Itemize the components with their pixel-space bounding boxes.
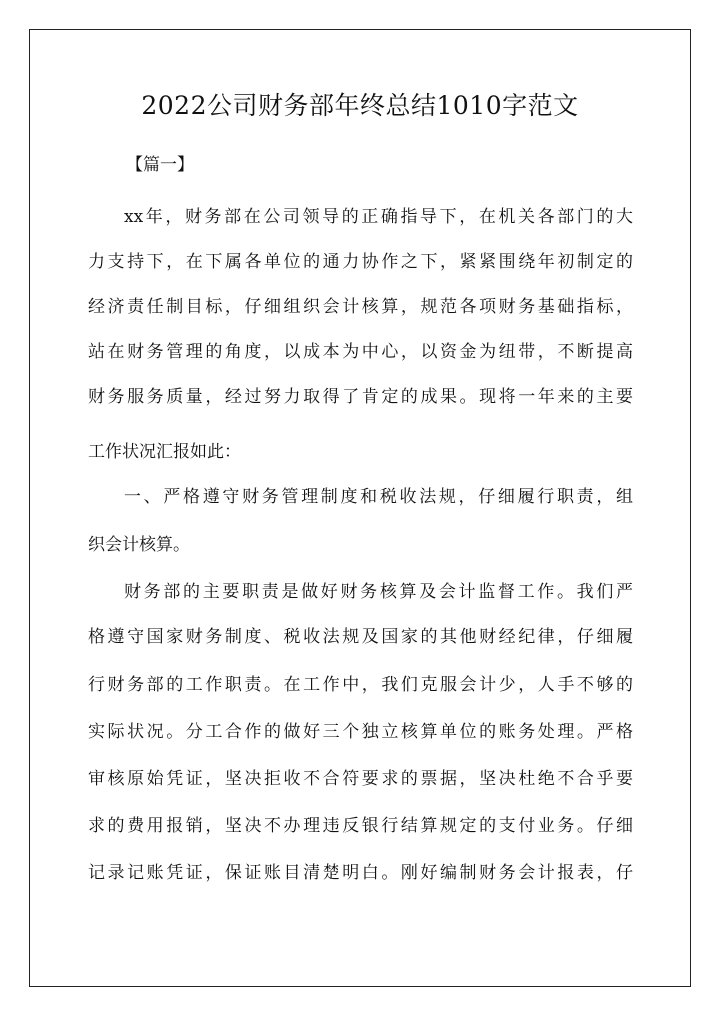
- paragraph-line: 站在财务管理的角度，以成本为中心，以资金为纽带，不断提高: [88, 342, 633, 362]
- paragraph-line: 格遵守国家财务制度、税收法规及国家的其他财经纪律，仔细履: [88, 627, 633, 647]
- paragraph-line: 审核原始凭证，坚决拒收不合符要求的票据，坚决杜绝不合乎要: [88, 769, 633, 789]
- document-title: 2022公司财务部年终总结1010字范文: [141, 91, 579, 120]
- paragraph-line: 财务部的主要职责是做好财务核算及会计监督工作。我们严: [124, 582, 633, 602]
- paragraph-line: 一、严格遵守财务管理制度和税收法规，仔细履行职责，组: [124, 487, 633, 507]
- paragraph-line: 织会计核算。: [88, 535, 190, 555]
- paragraph-line: 力支持下，在下属各单位的通力协作之下，紧紧围绕年初制定的: [88, 252, 633, 272]
- section-label: 【篇一】: [126, 155, 194, 175]
- paragraph-line: xx年，财务部在公司领导的正确指导下，在机关各部门的大: [124, 207, 633, 227]
- paragraph-line: 求的费用报销，坚决不办理违反银行结算规定的支付业务。仔细: [88, 816, 633, 836]
- paragraph-line: 经济责任制目标，仔细组织会计核算，规范各项财务基础指标，: [88, 297, 633, 317]
- paragraph-line: 实际状况。分工合作的做好三个独立核算单位的账务处理。严格: [88, 722, 633, 742]
- paragraph-line: 行财务部的工作职责。在工作中，我们克服会计少，人手不够的: [88, 675, 633, 695]
- paragraph-line: 记录记账凭证，保证账目清楚明白。刚好编制财务会计报表，仔: [88, 863, 633, 883]
- paragraph-line: 工作状况汇报如此：: [88, 442, 241, 462]
- paragraph-line: 财务服务质量，经过努力取得了肯定的成果。现将一年来的主要: [88, 387, 633, 407]
